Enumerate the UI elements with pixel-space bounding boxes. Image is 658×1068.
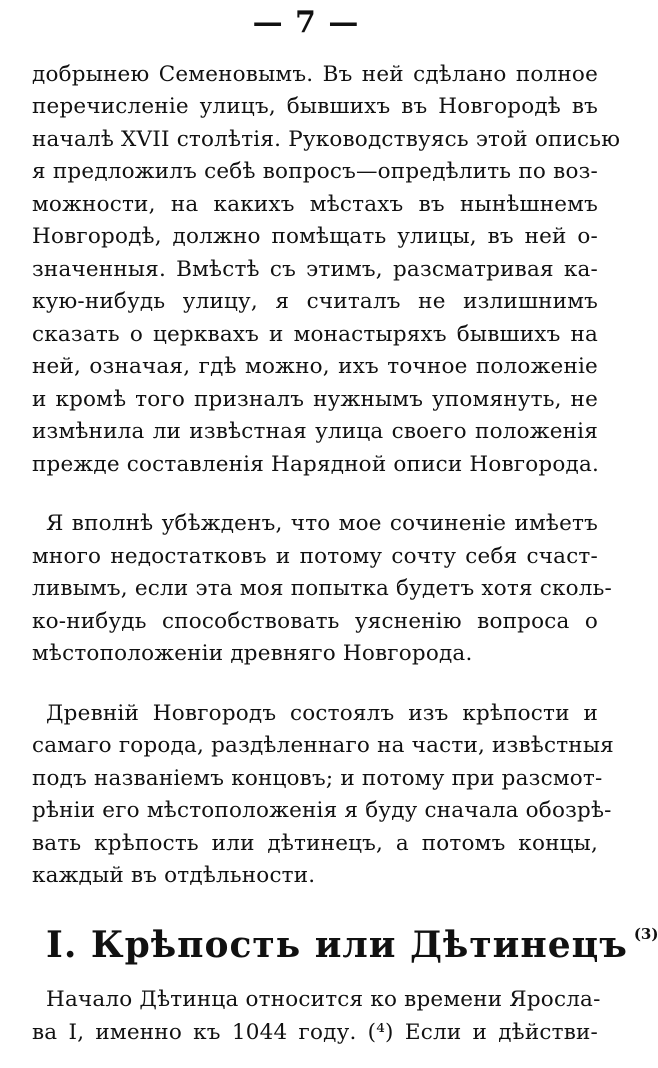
text-line: Я вполнѣ убѣжденъ, что мое сочиненіе имѣетъ — [46, 511, 598, 536]
text-line: мѣстоположеніи древняго Новгорода. — [32, 641, 473, 666]
text-line: прежде составленія Нарядной описи Новгорода. — [32, 452, 600, 477]
text-line: самаго города, раздѣленнаго на части, извѣстныя — [32, 733, 614, 758]
text-line: ва I, именно къ 1044 году. (⁴) Если и дѣйстви- — [32, 1020, 598, 1045]
text-line: я предложилъ себѣ вопросъ—опредѣлить по воз- — [32, 159, 598, 184]
text-line: подъ названіемъ концовъ; и потому при разсмот- — [32, 766, 603, 791]
text-line: каждый въ отдѣльности. — [32, 863, 316, 888]
text-line: ко-нибудь способствовать уясненію вопроса о — [32, 609, 598, 634]
text-line: перечисленіе улицъ, бывшихъ въ Новгородѣ въ — [32, 94, 598, 119]
page-number: — 7 — — [252, 5, 360, 40]
text-line: началѣ XVII столѣтія. Руководствуясь этой описью — [32, 127, 621, 152]
footnote-marker: (3) — [633, 925, 658, 943]
section-heading-text: I. Крѣпость или Дѣтинецъ — [46, 924, 628, 966]
text-line: ливымъ, если эта моя попытка будетъ хотя сколь- — [32, 576, 612, 601]
text-line: и кромѣ того призналъ нужнымъ упомянуть, не — [32, 387, 598, 412]
text-line: можности, на какихъ мѣстахъ въ нынѣшнемъ — [32, 192, 598, 217]
text-line: Новгородѣ, должно помѣщать улицы, въ ней о- — [32, 224, 598, 249]
text-line: измѣнила ли извѣстная улица своего положенія — [32, 419, 598, 444]
text-line: значенныя. Вмѣстѣ съ этимъ, разсматривая ка- — [32, 257, 598, 282]
text-line: много недостатковъ и потому сочту себя счаст- — [32, 544, 598, 569]
section-heading — [46, 912, 658, 967]
text-line: кую-нибудь улицу, я считалъ не излишнимъ — [32, 289, 598, 314]
text-line: ней, означая, гдѣ можно, ихъ точное положеніе — [32, 354, 598, 379]
text-line: добрынею Семеновымъ. Въ ней сдѣлано полное — [32, 62, 598, 87]
text-line: вать крѣпость или дѣтинецъ, а потомъ концы, — [32, 831, 598, 856]
text-line: Начало Дѣтинца относится ко времени Яросла- — [46, 987, 601, 1012]
text-line: сказать о церквахъ и монастыряхъ бывшихъ на — [32, 322, 598, 347]
text-line: рѣніи его мѣстоположенія я буду сначала обозрѣ- — [32, 798, 612, 823]
text-line: Древній Новгородъ состоялъ изъ крѣпости и — [46, 701, 598, 726]
